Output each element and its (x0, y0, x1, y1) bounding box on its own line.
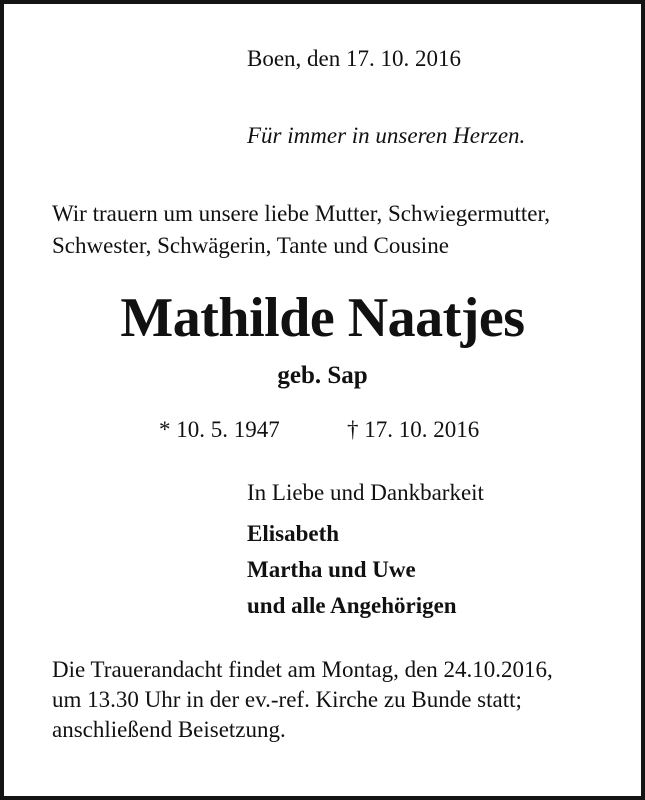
service-line: anschließend Beisetzung. (52, 717, 286, 742)
birth-date: * 10. 5. 1947 (159, 417, 280, 442)
death-date: † 17. 10. 2016 (347, 417, 480, 442)
place-date: Boen, den 17. 10. 2016 (247, 46, 462, 71)
service-info (52, 655, 553, 745)
intro-line: Wir trauern um unsere liebe Mutter, Schwiegermutter, (52, 201, 550, 226)
maiden-name: geb. Sap (277, 362, 368, 389)
motto: Für immer in unseren Herzen. (247, 123, 526, 148)
signer: Elisabeth (247, 521, 340, 546)
signer: Martha und Uwe (247, 557, 416, 582)
deceased-name: Mathilde Naatjes (120, 287, 525, 349)
signers-list (247, 516, 457, 624)
service-line: um 13.30 Uhr in der ev.-ref. Kirche zu Bunde statt; (52, 687, 522, 712)
closing-phrase: In Liebe und Dankbarkeit (247, 480, 484, 505)
signer: und alle Angehörigen (247, 593, 457, 618)
intro-text (52, 198, 550, 262)
intro-line: Schwester, Schwägerin, Tante und Cousine (52, 233, 449, 258)
service-line: Die Trauerandacht findet am Montag, den 24.10.2016, (52, 657, 553, 682)
